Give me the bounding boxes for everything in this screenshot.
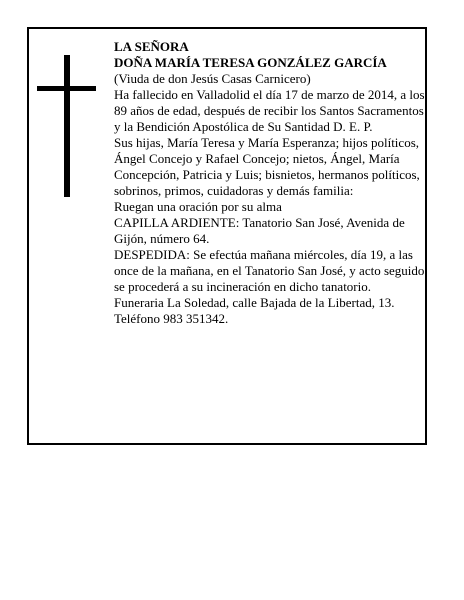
obituary-text bbox=[114, 39, 426, 327]
cross-icon-arm bbox=[37, 86, 96, 91]
farewell-paragraph: DESPEDIDA: Se efectúa mañana miércoles, día 19, a las once de la mañana, en el Tanatorio San José, y acto seguido se procederá a su incineración en dicho tanatorio. bbox=[114, 247, 425, 294]
notice-heading: LA SEÑORA bbox=[114, 39, 189, 54]
prayer-request-line: Ruegan una oración por su alma bbox=[114, 199, 282, 214]
deceased-name: DOÑA MARÍA TERESA GONZÁLEZ GARCÍA bbox=[114, 55, 387, 70]
cross-icon bbox=[64, 55, 70, 197]
widow-of-line: (Viuda de don Jesús Casas Carnicero) bbox=[114, 71, 311, 86]
funeral-home-paragraph: Funeraria La Soledad, calle Bajada de la Libertad, 13. Teléfono 983 351342. bbox=[114, 295, 395, 326]
death-announcement-paragraph: Ha fallecido en Valladolid el día 17 de marzo de 2014, a los 89 años de edad, después de recibir los Santos Sacramentos y la Bendición Apostólica de Su Santidad D. E. P. bbox=[114, 87, 425, 134]
family-paragraph: Sus hijas, María Teresa y María Esperanza; hijos políticos, Ángel Concejo y Rafael Concejo; nietos, Ángel, María Concepción, Patricia y Luis; bisnietos, hermanos políticos, sobrinos, primos, cuidadoras y demás familia: bbox=[114, 135, 420, 198]
funeral-chapel-paragraph: CAPILLA ARDIENTE: Tanatorio San José, Avenida de Gijón, número 64. bbox=[114, 215, 405, 246]
